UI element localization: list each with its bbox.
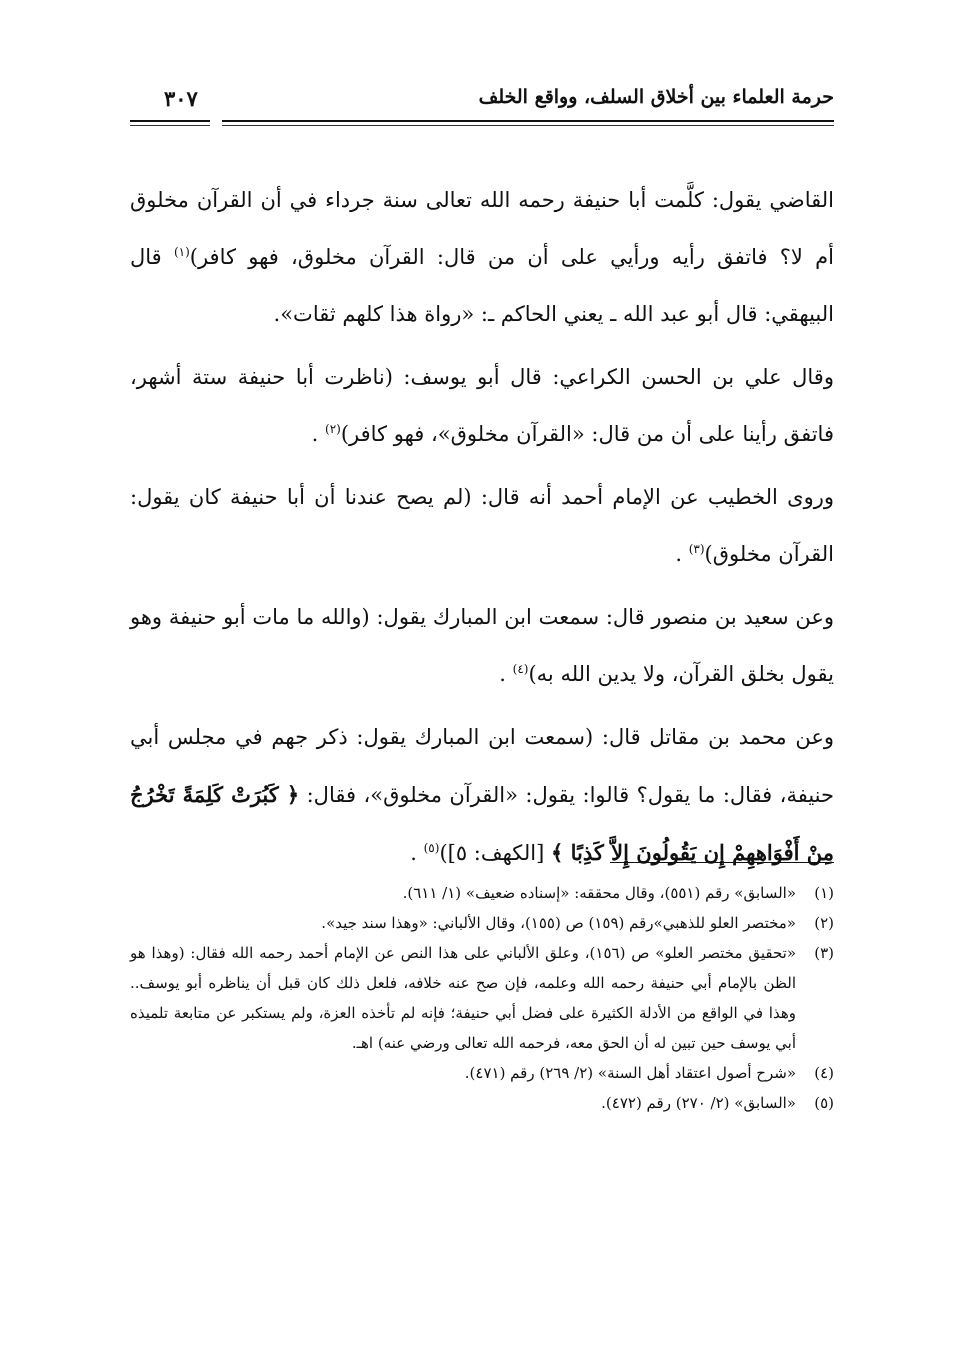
main-text [130,172,834,888]
header-rule-thin [222,125,834,126]
footnote-number: (٤) [814,1064,834,1082]
paragraph-text: . [410,841,424,865]
footnote-ref: (٣) [688,542,705,556]
footnote-text: «السابق» رقم (٥٥١)، وقال محققه: «إسناده ضعيف» (١/ ٦١١). [402,884,796,902]
paragraph-text: وروى الخطيب عن الإمام أحمد أنه قال: (لم يصح عندنا أن أبا حنيفة كان يقول: القرآن مخلوق) [130,485,834,566]
verse-reference: [الكهف: ٥]) [439,841,551,865]
footnote-3 [130,938,834,1058]
footnote-number: (٥) [814,1094,834,1112]
footnote-4 [130,1058,834,1088]
paragraph-text: . [675,542,689,566]
paragraph-4 [130,589,834,703]
page-number-rule [130,120,210,122]
paragraph-text: وعن سعيد بن منصور قال: سمعت ابن المبارك يقول: (والله ما مات أبو حنيفة وهو يقول بخلق القرآن، ولا يدين الله به) [130,605,834,686]
footnote-number: (٣) [814,944,834,962]
footnote-1 [130,878,834,908]
header-rule [222,120,834,122]
footnote-ref: (١) [173,245,190,259]
footnote-separator [610,862,834,863]
paragraph-5 [130,709,834,882]
footnote-number: (١) [814,884,834,902]
footnote-ref: (٢) [325,422,341,436]
page-number: ٣٠٧ [164,86,198,111]
footnote-text: «تحقيق مختصر العلو» ص (١٥٦)، وعلق الألباني على هذا النص عن الإمام أحمد رحمه الله فقال: (وهذا هو الظن بالإمام أبي حنيفة رحمه الله وعلمه، فإن صح عنه خلافه، فلعل ذلك كان قبل أن يناظره أبو يوسف.. وهذا في الواقع من الأدلة الكثيرة على فضل أبي حنيفة؛ فإنه لم تأخذه العزة، ولم يستكبر عن متابعة تلميذه أبي يوسف حين تبين له أن الحق معه، فرحمه الله تعالى ورضي عنه) اهـ. [130,944,796,1052]
footnote-ref: (٥) [423,841,440,855]
page-number-rule-thin [130,125,210,126]
paragraph-text: وعن محمد بن مقاتل قال: (سمعت ابن المبارك يقول: ذكر جهم في مجلس أبي حنيفة، فقال: ما يقول؟ قالوا: يقول: «القرآن مخلوق»، فقال: [130,725,834,807]
footnote-text: «السابق» (٢/ ٢٧٠) رقم (٤٧٢). [601,1094,796,1112]
paragraph-text: . [311,422,326,446]
footnote-text: «مختصر العلو للذهبي»رقم (١٥٩) ص (١٥٥)، وقال الألباني: «وهذا سند جيد». [321,914,796,932]
running-title: حرمة العلماء بين أخلاق السلف، وواقع الخلف [478,86,834,108]
footnote-2 [130,908,834,938]
footnote-ref: (٤) [512,662,529,676]
paragraph-3 [130,469,834,583]
footnotes [130,878,834,1118]
paragraph-text: القاضي يقول: كلَّمت أبا حنيفة رحمه الله تعالى سنة جرداء في أن القرآن مخلوق أم لا؟ فاتفق رأيه ورأيي على أن من قال: القرآن مخلوق، فهو كافر) [130,188,834,269]
quran-verse: ﴿ كَبُرَتْ كَلِمَةً تَخْرُجُ مِنْ أَفْوَاهِهِمْ إِن يَقُولُونَ إِلاَّ كَذِبًا ﴾ [130,782,834,865]
paragraph-2 [130,349,834,463]
paragraph-1 [130,172,834,343]
footnote-number: (٢) [814,914,834,932]
paragraph-text: قال البيهقي: قال أبو عبد الله ـ يعني الحاكم ـ: «رواة هذا كلهم ثقات». [130,245,834,326]
footnote-text: «شرح أصول اعتقاد أهل السنة» (٢/ ٢٦٩) رقم (٤٧١). [464,1064,796,1082]
paragraph-text: وقال علي بن الحسن الكراعي: قال أبو يوسف: (ناظرت أبا حنيفة ستة أشهر، فاتفق رأينا على أن من قال: «القرآن مخلوق»، فهو كافر) [130,365,834,446]
paragraph-text: . [499,662,513,686]
footnote-5 [130,1088,834,1118]
